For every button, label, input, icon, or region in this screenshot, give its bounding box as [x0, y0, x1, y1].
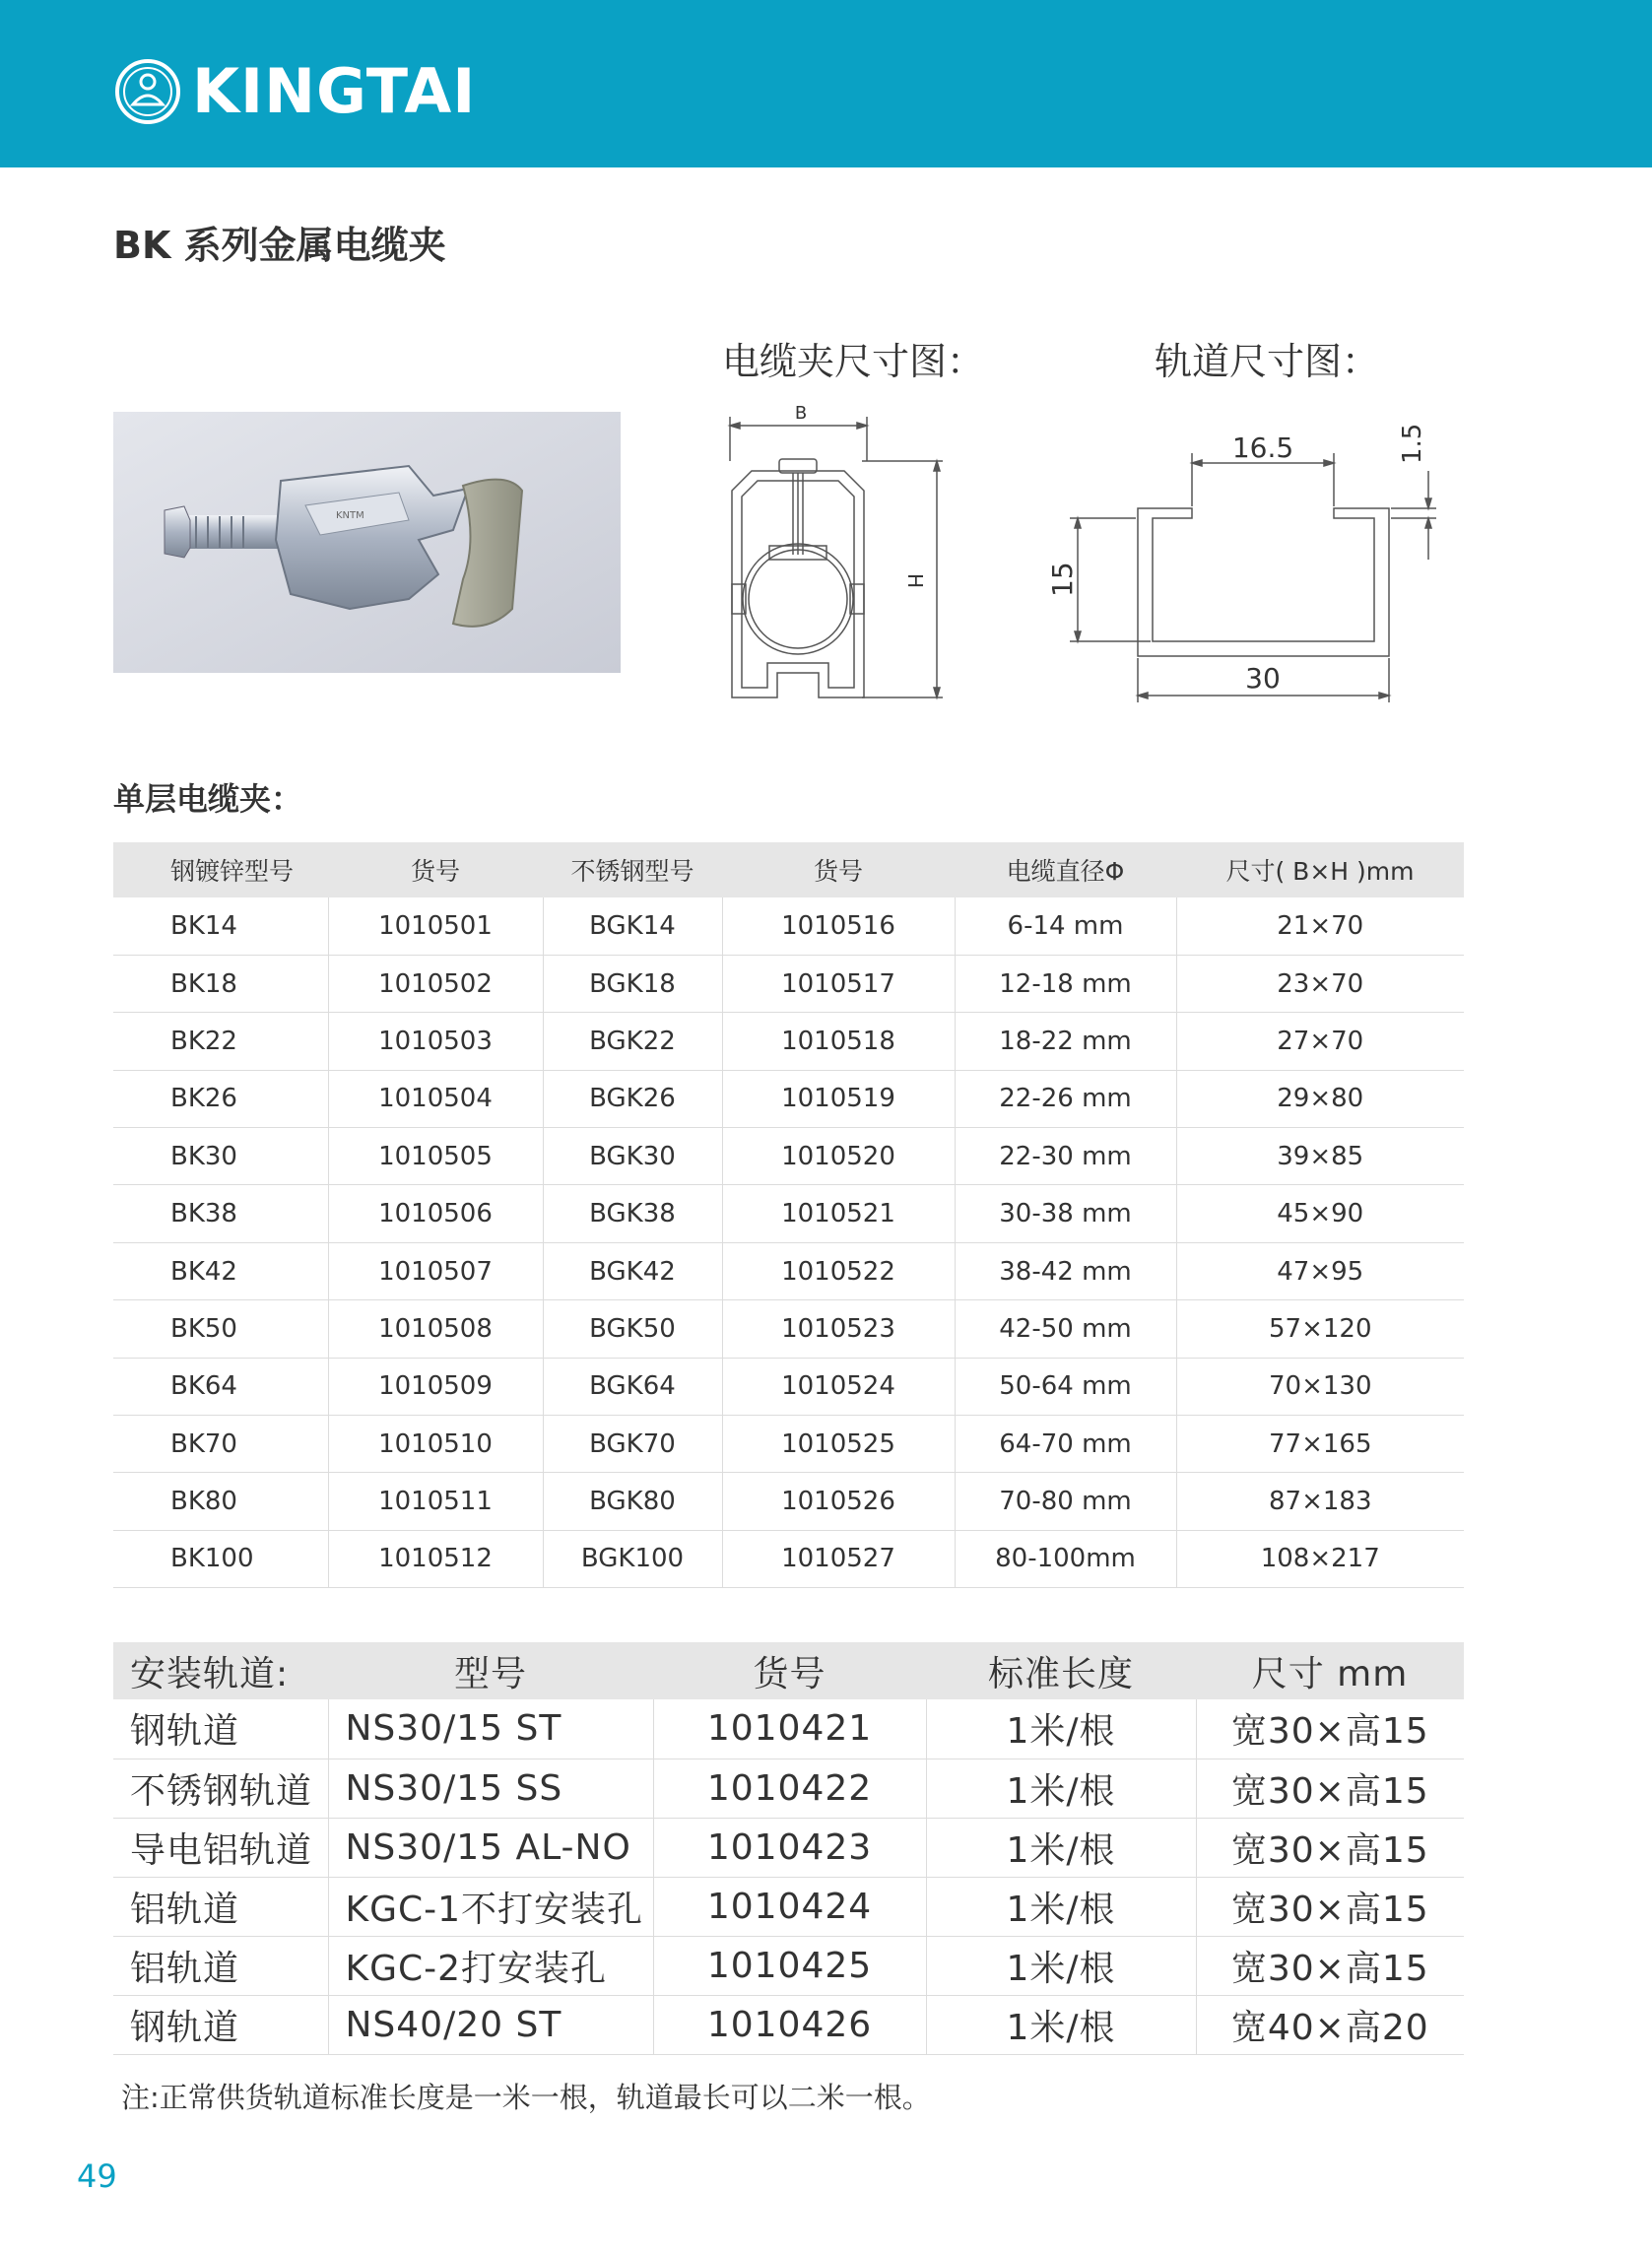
table-cell: 1010525 [722, 1416, 955, 1473]
table-cell: 1010501 [328, 897, 543, 955]
table-cell: BK18 [113, 955, 328, 1012]
table-row [113, 1185, 1464, 1242]
table-cell: 1010423 [653, 1818, 926, 1877]
table-cell: KGC-1不打安装孔 [328, 1877, 653, 1936]
table-cell: BK100 [113, 1530, 328, 1587]
table-row [113, 1416, 1464, 1473]
footnote: 注:正常供货轨道标准长度是一米一根，轨道最长可以二米一根。 [121, 2081, 931, 2114]
table-cell: BGK30 [543, 1128, 722, 1185]
table-cell: 1010508 [328, 1300, 543, 1358]
table-cell: 1米/根 [926, 1936, 1196, 1995]
table-cell: 57×120 [1176, 1300, 1464, 1358]
table-cell: 宽30×高15 [1196, 1818, 1464, 1877]
table-cell: 80-100mm [955, 1530, 1176, 1587]
table-cell: 1010422 [653, 1759, 926, 1818]
table-cell: 70×130 [1176, 1358, 1464, 1415]
table-cell: 1010519 [722, 1070, 955, 1127]
table-cell: BGK26 [543, 1070, 722, 1127]
table-cell: BK70 [113, 1416, 328, 1473]
table-cell: 1010516 [722, 897, 955, 955]
table-cell: 38-42 mm [955, 1242, 1176, 1299]
table-cell: BK64 [113, 1358, 328, 1415]
table-row [113, 897, 1464, 955]
single-layer-section-title: 单层电缆夹： [113, 780, 303, 818]
header-item-no: 货号 [328, 842, 543, 897]
table-cell: 87×183 [1176, 1473, 1464, 1530]
table-row [113, 1013, 1464, 1070]
table-cell: 1米/根 [926, 1759, 1196, 1818]
table-cell: BGK100 [543, 1530, 722, 1587]
table-cell: 导电铝轨道 [113, 1818, 328, 1877]
table-cell: NS30/15 SS [328, 1759, 653, 1818]
header-size: 尺寸 mm [1196, 1642, 1464, 1699]
table-cell: NS30/15 ST [328, 1699, 653, 1759]
table-cell: 钢轨道 [113, 1995, 328, 2054]
table-cell: BK30 [113, 1128, 328, 1185]
table-cell: 29×80 [1176, 1070, 1464, 1127]
table-cell: 1010502 [328, 955, 543, 1012]
header-rail-type: 安装轨道: [113, 1642, 328, 1699]
table-cell: 1010520 [722, 1128, 955, 1185]
table-cell: 47×95 [1176, 1242, 1464, 1299]
table-cell: BK42 [113, 1242, 328, 1299]
table-cell: 铝轨道 [113, 1877, 328, 1936]
table-cell: NS40/20 ST [328, 1995, 653, 2054]
table-row [113, 1699, 1464, 1759]
table-cell: 1010512 [328, 1530, 543, 1587]
table-cell: 铝轨道 [113, 1936, 328, 1995]
table-cell: 39×85 [1176, 1128, 1464, 1185]
header-model: 型号 [328, 1642, 653, 1699]
table-cell: 1010521 [722, 1185, 955, 1242]
rail-dimension-diagram [1034, 402, 1448, 709]
header-item-no-stainless: 货号 [722, 842, 955, 897]
table-cell: 1010504 [328, 1070, 543, 1127]
table-cell: BGK22 [543, 1013, 722, 1070]
table-row [113, 1936, 1464, 1995]
table-cell: 1米/根 [926, 1818, 1196, 1877]
table-cell: 1010505 [328, 1128, 543, 1185]
table-cell: 70-80 mm [955, 1473, 1176, 1530]
table-cell: BK50 [113, 1300, 328, 1358]
table-cell: BK14 [113, 897, 328, 955]
table-cell: 1010425 [653, 1936, 926, 1995]
header-standard-length: 标准长度 [926, 1642, 1196, 1699]
table-cell: 50-64 mm [955, 1358, 1176, 1415]
table-cell: 12-18 mm [955, 955, 1176, 1012]
table-cell: 30-38 mm [955, 1185, 1176, 1242]
table-cell: 1010426 [653, 1995, 926, 2054]
product-photo [113, 412, 621, 673]
table-cell: 1010503 [328, 1013, 543, 1070]
header-size: 尺寸( B×H )mm [1176, 842, 1464, 897]
table-cell: 1010517 [722, 955, 955, 1012]
table-cell: 1米/根 [926, 1995, 1196, 2054]
clamp-width-label: B [794, 403, 808, 424]
table-cell: 21×70 [1176, 897, 1464, 955]
table-cell: 22-26 mm [955, 1070, 1176, 1127]
table-cell: BGK50 [543, 1300, 722, 1358]
table-cell: 1010518 [722, 1013, 955, 1070]
table-cell: 6-14 mm [955, 897, 1176, 955]
table-row [113, 1358, 1464, 1415]
table-cell: BK80 [113, 1473, 328, 1530]
table-row [113, 955, 1464, 1012]
table-cell: BGK42 [543, 1242, 722, 1299]
table-cell: 77×165 [1176, 1416, 1464, 1473]
rail-diagram-title: 轨道尺寸图： [1155, 340, 1380, 383]
header-cable-diameter: 电缆直径Φ [955, 842, 1176, 897]
table-row [113, 1530, 1464, 1587]
table-row [113, 1128, 1464, 1185]
table-cell: 18-22 mm [955, 1013, 1176, 1070]
table-cell: 1010511 [328, 1473, 543, 1530]
table-row [113, 1877, 1464, 1936]
rail-width-label: 30 [1245, 662, 1281, 695]
table-cell: 不锈钢轨道 [113, 1759, 328, 1818]
table-cell: 1米/根 [926, 1699, 1196, 1759]
table-cell: 宽30×高15 [1196, 1877, 1464, 1936]
table-cell: 宽30×高15 [1196, 1936, 1464, 1995]
table-header-row [113, 842, 1464, 897]
table-cell: BGK38 [543, 1185, 722, 1242]
table-cell: 1010506 [328, 1185, 543, 1242]
table-cell: 64-70 mm [955, 1416, 1176, 1473]
brand-emblem-icon [113, 57, 182, 126]
table-cell: 宽30×高15 [1196, 1699, 1464, 1759]
table-cell: 1010522 [722, 1242, 955, 1299]
table-cell: KGC-2打安装孔 [328, 1936, 653, 1995]
table-cell: 23×70 [1176, 955, 1464, 1012]
table-cell: 1010424 [653, 1877, 926, 1936]
table-cell: 1010509 [328, 1358, 543, 1415]
brand-name: KINGTAI [192, 55, 477, 127]
table-cell: 1010523 [722, 1300, 955, 1358]
page-title: BK 系列金属电缆夹 [113, 224, 446, 267]
table-cell: 1010421 [653, 1699, 926, 1759]
clamp-dimension-diagram [714, 402, 960, 709]
table-row [113, 1818, 1464, 1877]
table-cell: BGK70 [543, 1416, 722, 1473]
table-cell: 1010527 [722, 1530, 955, 1587]
table-row [113, 1759, 1464, 1818]
clamp-height-label: H [903, 573, 927, 589]
table-cell: 27×70 [1176, 1013, 1464, 1070]
rail-opening-label: 16.5 [1231, 431, 1294, 464]
table-cell: BK22 [113, 1013, 328, 1070]
mounting-rail-table [113, 1642, 1464, 2055]
table-cell: 钢轨道 [113, 1699, 328, 1759]
table-cell: 22-30 mm [955, 1128, 1176, 1185]
table-cell: NS30/15 AL-NO [328, 1818, 653, 1877]
table-cell: BGK18 [543, 955, 722, 1012]
rail-height-label: 15 [1046, 562, 1079, 597]
header-galvanized-model: 钢镀锌型号 [113, 842, 328, 897]
table-cell: 宽40×高20 [1196, 1995, 1464, 2054]
table-cell: BK38 [113, 1185, 328, 1242]
table-row [113, 1473, 1464, 1530]
table-cell: 45×90 [1176, 1185, 1464, 1242]
table-cell: 1010510 [328, 1416, 543, 1473]
svg-text:KNTM: KNTM [336, 510, 364, 521]
table-cell: 宽30×高15 [1196, 1759, 1464, 1818]
table-cell: 108×217 [1176, 1530, 1464, 1587]
rail-lip-label: 1.5 [1398, 423, 1427, 464]
table-cell: 1米/根 [926, 1877, 1196, 1936]
brand-logo [113, 57, 476, 126]
table-cell: BGK64 [543, 1358, 722, 1415]
page-number: 49 [77, 2157, 117, 2195]
table-cell: 1010526 [722, 1473, 955, 1530]
table-cell: 42-50 mm [955, 1300, 1176, 1358]
clamp-diagram-title: 电缆夹尺寸图： [722, 340, 985, 383]
header-item-no: 货号 [653, 1642, 926, 1699]
header-bar [0, 0, 1652, 167]
table-cell: BGK80 [543, 1473, 722, 1530]
table-header-row [113, 1642, 1464, 1699]
table-cell: BGK14 [543, 897, 722, 955]
header-stainless-model: 不锈钢型号 [543, 842, 722, 897]
single-layer-clamp-table [113, 842, 1464, 1588]
table-cell: 1010524 [722, 1358, 955, 1415]
table-cell: 1010507 [328, 1242, 543, 1299]
table-row [113, 1995, 1464, 2054]
table-cell: BK26 [113, 1070, 328, 1127]
table-row [113, 1070, 1464, 1127]
table-row [113, 1242, 1464, 1299]
table-row [113, 1300, 1464, 1358]
